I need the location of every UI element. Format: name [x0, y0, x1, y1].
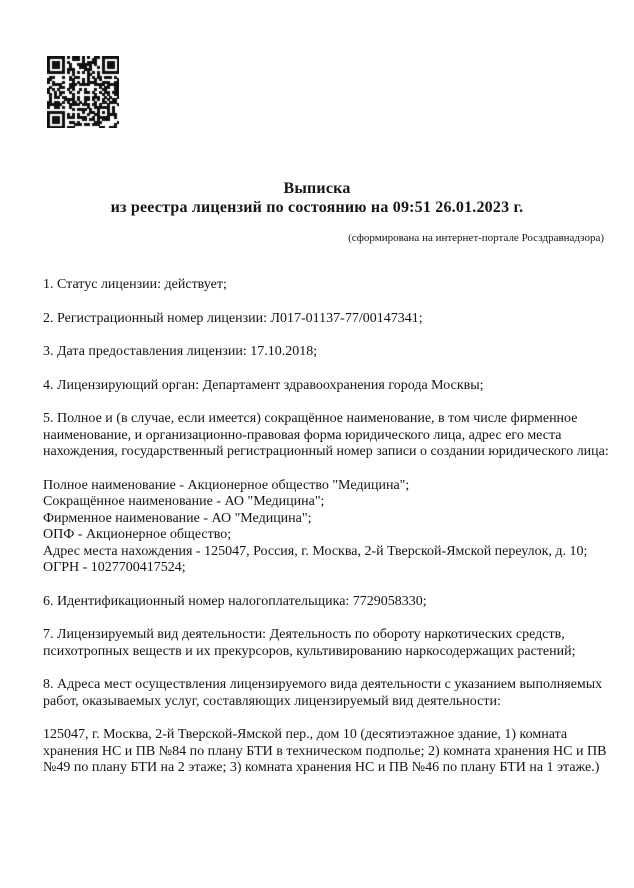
text-line: 8. Адреса мест осуществления лицензируемого вида деятельности с указанием выполняемых	[43, 677, 603, 692]
title-line-1: Выписка	[283, 180, 351, 197]
text-line: ОПФ - Акционерное общество;	[43, 527, 232, 542]
paragraph-taxpayer-number	[43, 594, 618, 611]
paragraph-legal-entity-intro	[43, 411, 618, 461]
text-line: №49 по плану БТИ на 2 этаже; 3) комната хранения НС и ПВ №46 по плану БТИ на 1 этаже.)	[43, 760, 600, 775]
block-legal-entity-details	[43, 478, 618, 577]
text-line: 125047, г. Москва, 2-й Тверской-Ямской пер., дом 10 (десятиэтажное здание, 1) комната	[43, 727, 568, 742]
text-line: 6. Идентификационный номер налогоплательщика: 7729058330;	[43, 593, 427, 609]
text-line: нахождения, государственный регистрационный номер записи о создании юридического лица:	[43, 444, 609, 459]
qr-code-icon	[47, 56, 119, 128]
paragraph-address-details	[43, 727, 618, 777]
paragraph-grant-date	[43, 344, 618, 361]
text-line: ОГРН - 1027700417524;	[43, 560, 186, 575]
text-line: 1. Статус лицензии: действует;	[43, 277, 227, 292]
text-line: хранения НС и ПВ №84 по плану БТИ в техническом подполье; 2) комната хранения НС и ПВ	[43, 743, 607, 759]
text-line: работ, оказываемых услуг, составляющих лицензируемый вид деятельности:	[43, 693, 501, 709]
paragraph-addresses-intro	[43, 677, 618, 710]
title-line-2: из реестра лицензий по состоянию на 09:51 26.01.2023 г.	[110, 199, 524, 216]
text-line: Полное наименование - Акционерное общество "Медицина";	[43, 477, 410, 493]
document-body	[43, 277, 618, 794]
paragraph-licensed-activity	[43, 627, 618, 660]
text-line: наименование, и организационно-правовая форма юридического лица, адрес его места	[43, 427, 562, 443]
text-line: 2. Регистрационный номер лицензии: Л017-01137-77/00147341;	[43, 310, 423, 326]
text-line: 4. Лицензирующий орган: Департамент здравоохранения города Москвы;	[43, 377, 484, 393]
paragraph-licensing-authority	[43, 378, 618, 395]
text-line: 7. Лицензируемый вид деятельности: Деятельность по обороту наркотических средств,	[43, 627, 565, 642]
document-title	[0, 179, 634, 217]
text-line: Адрес места нахождения - 125047, Россия, г. Москва, 2-й Тверской-Ямской переулок, д. 10;	[43, 543, 588, 559]
text-line: 5. Полное и (в случае, если имеется) сокращённое наименование, в том числе фирменное	[43, 411, 578, 426]
paragraph-license-status	[43, 277, 618, 294]
text-line: Сокращённое наименование - АО "Медицина";	[43, 494, 325, 509]
text-line: 3. Дата предоставления лицензии: 17.10.2018;	[43, 344, 318, 359]
paragraph-registration-number	[43, 311, 618, 328]
text-line: психотропных веществ и их прекурсоров, культивированию наркосодержащих растений;	[43, 643, 576, 659]
document-subtitle: (сформирована на интернет-портале Росздравнадзора)	[348, 232, 604, 244]
text-line: Фирменное наименование - АО "Медицина";	[43, 510, 312, 526]
